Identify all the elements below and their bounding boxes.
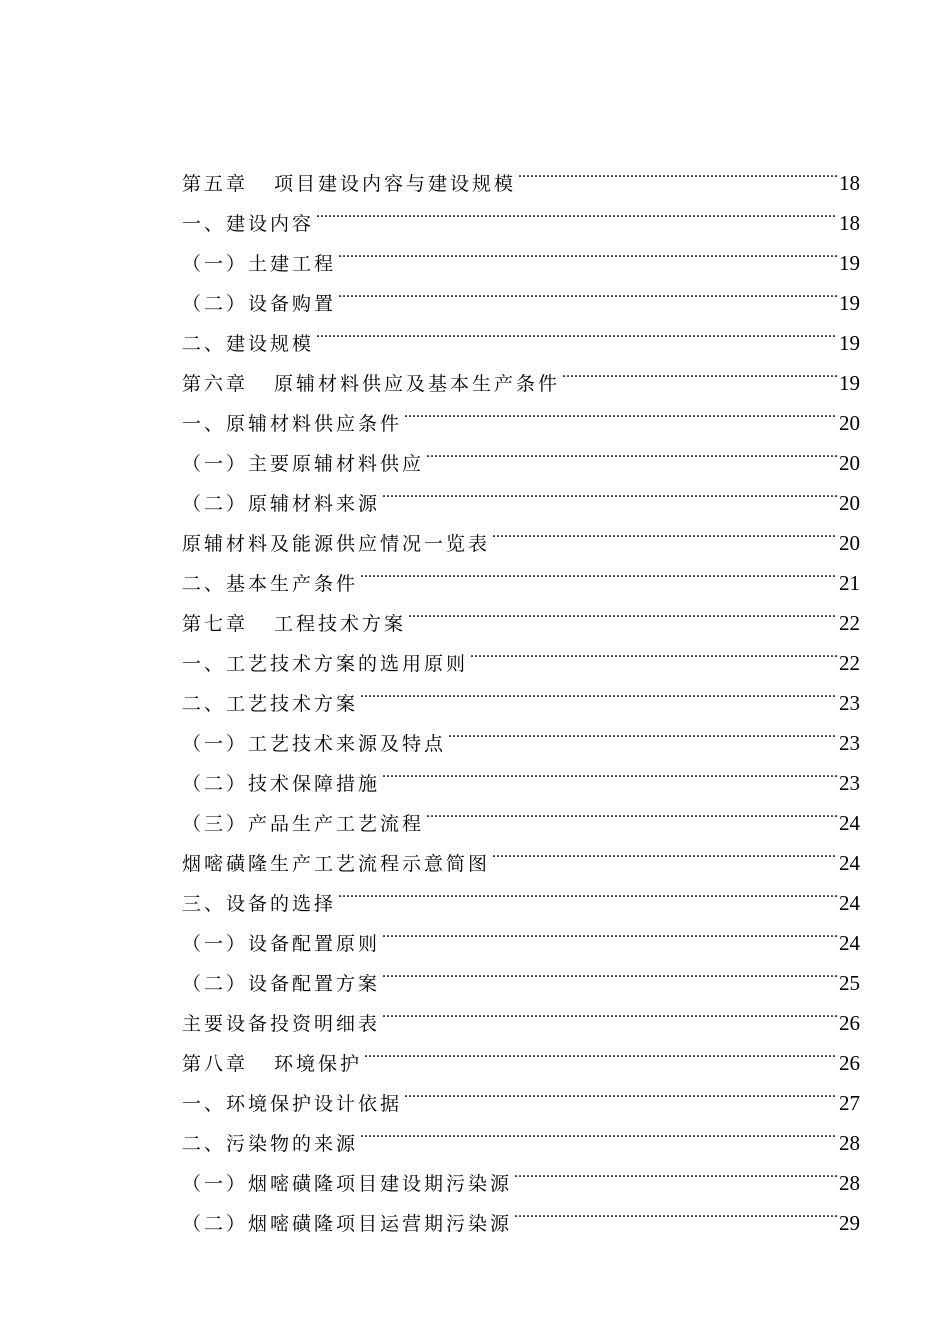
toc-chapter-title: 原辅材料供应及基本生产条件 [274, 373, 561, 395]
toc-leader-dots [338, 870, 837, 910]
toc-leader-dots [382, 910, 837, 950]
toc-leader-dots [514, 1150, 837, 1190]
toc-page-number: 23 [839, 731, 860, 755]
toc-leader-dots [404, 390, 837, 430]
toc-page-number: 27 [839, 1091, 860, 1115]
toc-page-number: 18 [839, 211, 860, 235]
toc-page-number: 24 [839, 931, 860, 955]
toc-entry-title: 烟嘧磺隆生产工艺流程示意简图 [182, 853, 491, 875]
toc-entry-title: 三、设备的选择 [182, 893, 337, 915]
toc-leader-dots [360, 670, 837, 710]
toc-chapter-number: 第八章 [182, 1053, 249, 1075]
toc-leader-dots [338, 270, 837, 310]
toc-entry-title: （二）原辅材料来源 [182, 493, 381, 515]
toc-chapter-title: 项目建设内容与建设规模 [274, 173, 517, 195]
toc-entry-title: （二）设备配置方案 [182, 973, 381, 995]
toc-leader-dots [338, 230, 837, 270]
toc-page-number: 20 [839, 491, 860, 515]
toc-leader-dots [518, 150, 837, 190]
toc-entry-title [182, 1044, 362, 1084]
toc-entry-title: （三）产品生产工艺流程 [182, 813, 425, 835]
toc-page-number: 21 [839, 571, 860, 595]
toc-page-number: 22 [839, 651, 860, 675]
toc-entry-title: 二、建设规模 [182, 333, 315, 355]
toc-entry-title: 二、基本生产条件 [182, 573, 359, 595]
toc-chapter-number: 第六章 [182, 373, 249, 395]
toc-entry-title: 一、原辅材料供应条件 [182, 413, 403, 435]
toc-leader-dots [426, 430, 837, 470]
toc-entry[interactable] [182, 150, 860, 195]
toc-chapter-number: 第五章 [182, 173, 249, 195]
toc-page-number: 28 [839, 1171, 860, 1195]
toc-leader-dots [316, 190, 837, 230]
toc-page-number: 28 [839, 1131, 860, 1155]
toc-page-number: 24 [839, 851, 860, 875]
toc-page-number: 25 [839, 971, 860, 995]
toc-page-number: 22 [839, 611, 860, 635]
toc-page-number: 24 [839, 891, 860, 915]
table-of-contents [182, 150, 860, 1235]
toc-entry-title: 二、污染物的来源 [182, 1133, 359, 1155]
toc-page-number: 18 [839, 171, 860, 195]
toc-entry-title: （一）土建工程 [182, 253, 337, 275]
toc-leader-dots [492, 830, 837, 870]
toc-page-number: 26 [839, 1011, 860, 1035]
toc-leader-dots [408, 590, 837, 630]
toc-entry-title: 一、工艺技术方案的选用原则 [182, 653, 469, 675]
toc-page-number: 26 [839, 1051, 860, 1075]
toc-page-number: 29 [839, 1211, 860, 1235]
toc-page-number: 19 [839, 251, 860, 275]
toc-leader-dots [448, 710, 837, 750]
toc-entry-title: 二、工艺技术方案 [182, 693, 359, 715]
toc-entry-title: （一）工艺技术来源及特点 [182, 733, 447, 755]
toc-chapter-title: 环境保护 [274, 1053, 363, 1075]
toc-leader-dots [382, 470, 837, 510]
toc-entry-title: 一、环境保护设计依据 [182, 1093, 403, 1115]
toc-entry-title: （二）设备购置 [182, 293, 337, 315]
toc-leader-dots [382, 950, 837, 990]
toc-page-number: 23 [839, 771, 860, 795]
toc-entry-title: （一）设备配置原则 [182, 933, 381, 955]
toc-entry-title: （二）技术保障措施 [182, 773, 381, 795]
toc-leader-dots [382, 750, 837, 790]
toc-page-number: 19 [839, 331, 860, 355]
toc-chapter-number: 第七章 [182, 613, 249, 635]
toc-leader-dots [470, 630, 837, 670]
toc-page-number: 20 [839, 531, 860, 555]
toc-page-number: 20 [839, 411, 860, 435]
toc-page-number: 23 [839, 691, 860, 715]
toc-entry-title [182, 604, 406, 644]
toc-leader-dots [426, 790, 837, 830]
toc-leader-dots [404, 1070, 837, 1110]
toc-leader-dots [514, 1190, 837, 1230]
toc-leader-dots [382, 990, 837, 1030]
toc-page-number: 24 [839, 811, 860, 835]
toc-leader-dots [360, 550, 837, 590]
toc-chapter-title: 工程技术方案 [274, 613, 407, 635]
toc-entry-title: 主要设备投资明细表 [182, 1013, 381, 1035]
toc-entry-title: （一）主要原辅材料供应 [182, 453, 425, 475]
toc-leader-dots [360, 1110, 837, 1150]
toc-leader-dots [492, 510, 837, 550]
toc-page-number: 19 [839, 291, 860, 315]
toc-entry-title: 原辅材料及能源供应情况一览表 [182, 533, 491, 555]
toc-page-number: 20 [839, 451, 860, 475]
toc-leader-dots [562, 350, 837, 390]
toc-leader-dots [316, 310, 837, 350]
toc-entry-title: （一）烟嘧磺隆项目建设期污染源 [182, 1173, 513, 1195]
toc-entry-title: 一、建设内容 [182, 213, 315, 235]
toc-leader-dots [364, 1030, 837, 1070]
toc-entry-title: （二）烟嘧磺隆项目运营期污染源 [182, 1213, 513, 1235]
toc-page-number: 19 [839, 371, 860, 395]
